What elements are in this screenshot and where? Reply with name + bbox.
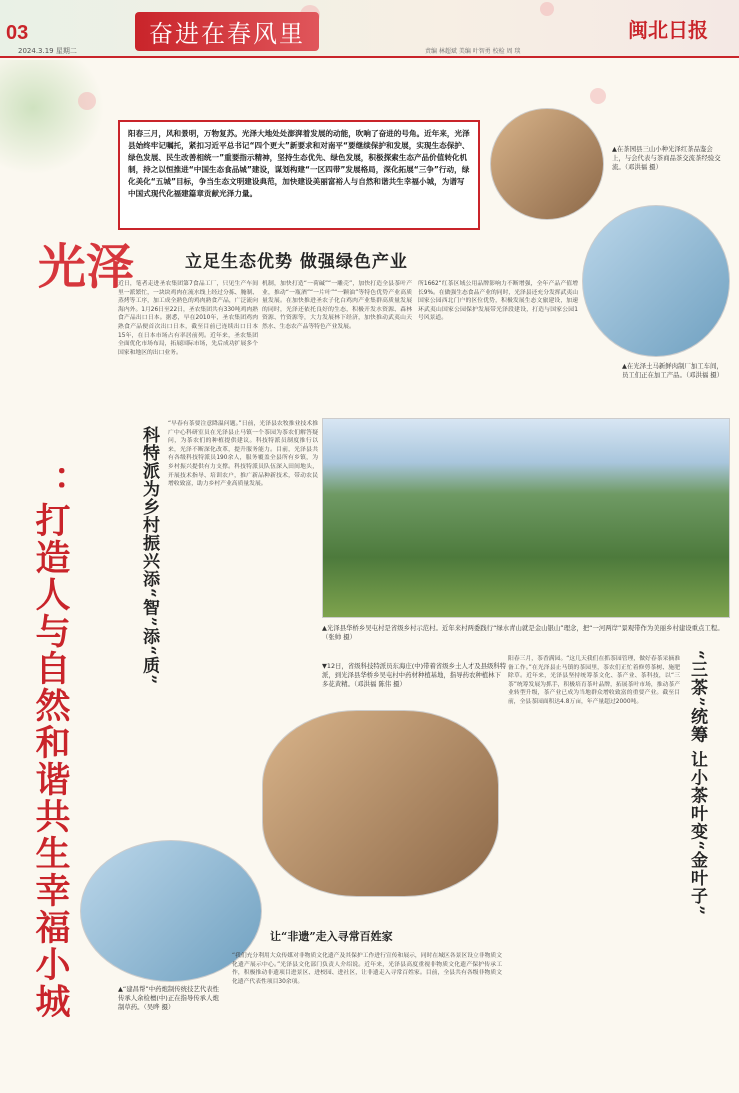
herb-planting-photo <box>262 710 499 897</box>
blossom-decoration <box>78 92 96 110</box>
section-title-tech-envoy: 科特派为乡村振兴添“智”添“质” <box>139 426 159 686</box>
section-title-eco-industry: 立足生态优势 做强绿色产业 <box>185 252 408 272</box>
issue-date: 2024.3.19 星期二 <box>18 47 77 55</box>
blossom-decoration <box>540 2 554 16</box>
article-three-tea: 阳春三月，茶香满园。“这几天我们在抓茶园管理，做好春茶采摘准备工作。”在光泽县止马镇的茶园里，茶农们正忙着修剪茶树、施肥除草。近年来，光泽县坚持统筹茶文化、茶产业、茶科技，以“三茶”统筹发展为抓手，积极培育茶叶品牌，拓展茶叶市场，推动茶产业转型升级，茶产业已成为当地群众增收致富的重要产业。截至目前，全县茶园面积达4.8万亩，年产量超过2000吨。 <box>508 656 680 705</box>
column-title: 奋进在春风里 <box>135 12 319 51</box>
newspaper-logo: 闽北日报 <box>628 18 708 42</box>
landscape-caption: ▲光泽县华桥乡吴屯村是省级乡村示范村。近年来村两委践行“绿水青山就是金山银山”理念，把“一河两岸”景观带作为美丽乡村建设重点工程。（张帅 摄） <box>322 624 724 641</box>
field-caption: ▼12日，省级科技特派员东海庄(中)带着省级乡土人才及县级科特派，到光泽县华桥乡吴屯村中药材种植基地，指导药农种植林下多花黄精。（邓洪福 陈伟 摄） <box>322 662 507 688</box>
section-title-heritage: 让“非遗”走入寻常百姓家 <box>270 930 393 943</box>
lead-paragraph: 阳春三月，风和景明，万物复苏。光泽大地处处澎湃着发展的动能，吹响了奋进的号角。近年来，光泽县始终牢记嘱托，紧扣习近平总书记“四个更大”新要求和对南平“要继续保护和发展，实现生态保护、绿色发展、民生改善相统一”重要指示精神，坚持生态优先、绿色发展，积极探索生态产品价值转化机制，持之以恒推进“中国生态食品城”建设，谋划构建“一区四带”发展格局，深化拓展“三争”行动，绿化美化“五城”目标，争当生态文明建设典范，加快建设美丽富裕人与自然和谐共生幸福小城，为谱写中国式现代化福建篇章贡献光泽力量。 <box>118 120 480 230</box>
village-landscape-photo <box>322 418 730 618</box>
factory-caption: ▲在光泽土马新鲜肉制厂加工车间，员工们正在加工产品。（邓洪福 摄） <box>622 362 724 379</box>
article-tech-envoy: “早春有茶要注意降温问题。”日前，光泽县农牧推业技术推广中心科研室员在光泽县止马镇一个茶园为茶农们解答疑问，为茶农们的种植提供建议。科技特派员制度推行以来，光泽不断深化改革，提升服务能力。目前，光泽县共有各级科技特派员190余人，服务覆盖全县所有乡镇，为乡村振兴提供有力支撑。科技特派员队伍深入田间地头，开展技术指导、培训农户，推广新品种新技术，带动农民增收致富，助力乡村产业高质量发展。 <box>168 421 318 488</box>
article-eco-col3: 所1662“红茶区域公用品牌影响力不断增强，全年产品产值增长9%。在做强生态食品产业的同时，光泽县还充分发挥武夷山国家公园西北门户的区位优势，积极发展生态文旅建设，加速环武夷山国家公园保护发展带光泽段建设，打造与国家公园1号风景道。 <box>418 281 578 322</box>
tea-tasting-caption: ▲在茶园县三山小种光泽红茶品鉴会上，与会代表与茶商品茶交流茶经验交流。（邓洪福 摄） <box>612 145 721 171</box>
factory-photo <box>582 205 730 357</box>
headline-characters: 光泽 <box>38 239 135 295</box>
article-eco-col1: 近日，笔者走进圣农集团第7食品工厂，只见生产车间里一派繁忙，一块块鸡肉在流水线上经过分拣、腌制、蒸烤等工序，加工成全熟色的鸡肉熟食产品，广泛流向海内外。1月26日至22日，圣农集团共有330吨鸡肉熟食产品出口日本。据悉，早在2010年，圣农集团鸡肉熟食产品便首次出口日本，截至目前已连续出口日本15年，在日本市场占有率居前列。近年来，圣农集团全面优化市场布局，拓展国际市场，先后成功扩展多个国家和地区的出口业务。 <box>118 281 258 356</box>
branch-decoration <box>0 60 110 180</box>
section-title-three-tea: “三茶”统筹 让小茶叶变“金叶子” <box>687 650 707 917</box>
article-heritage: “我们充分利用大众传媒对非物质文化遗产及其保护工作进行宣传和展示，同时在城区各景区设立非物质文化遗产展示中心。”光泽县文化部门负责人介绍说。近年来，光泽县高度重视非物质文化遗产保护传承工作，积极推动非遗项目进景区、进校园、进社区，让非遗走入寻常百姓家。目前，全县共有各级非物质文化遗产代表性项目30余项。 <box>232 953 502 985</box>
article-eco-col2: 机制，加快打造“一荷碱”“一雕壳”，加快打造全县茶叶产业，推动“一瓶酒”“一片叶”“一颗油”等特色优势产业高质量发展。在加快推进圣农子化白鸡肉产业集群高质量发展的同时，光泽还依托良好的生态，积极开发水资源、森林资源、竹资源等，大力发展林下经济，加快推动武夷山天然水、生态农产品等特色产业发展。 <box>262 281 412 330</box>
blossom-decoration <box>590 88 606 104</box>
main-headline: ：打造人与自然和谐共生幸福小城 <box>30 465 71 1020</box>
page-number: 03 <box>6 22 29 44</box>
heritage-caption: ▲“建昌帮”中药炮制传统技艺代表性传承人余检檀(中)正在指导传承人炮制草药。（吴晔 摄） <box>118 985 220 1011</box>
editors-line: 责编 林超斌 美编 叶智勇 校检 周 琰 <box>425 48 521 55</box>
tea-tasting-photo <box>490 108 604 220</box>
